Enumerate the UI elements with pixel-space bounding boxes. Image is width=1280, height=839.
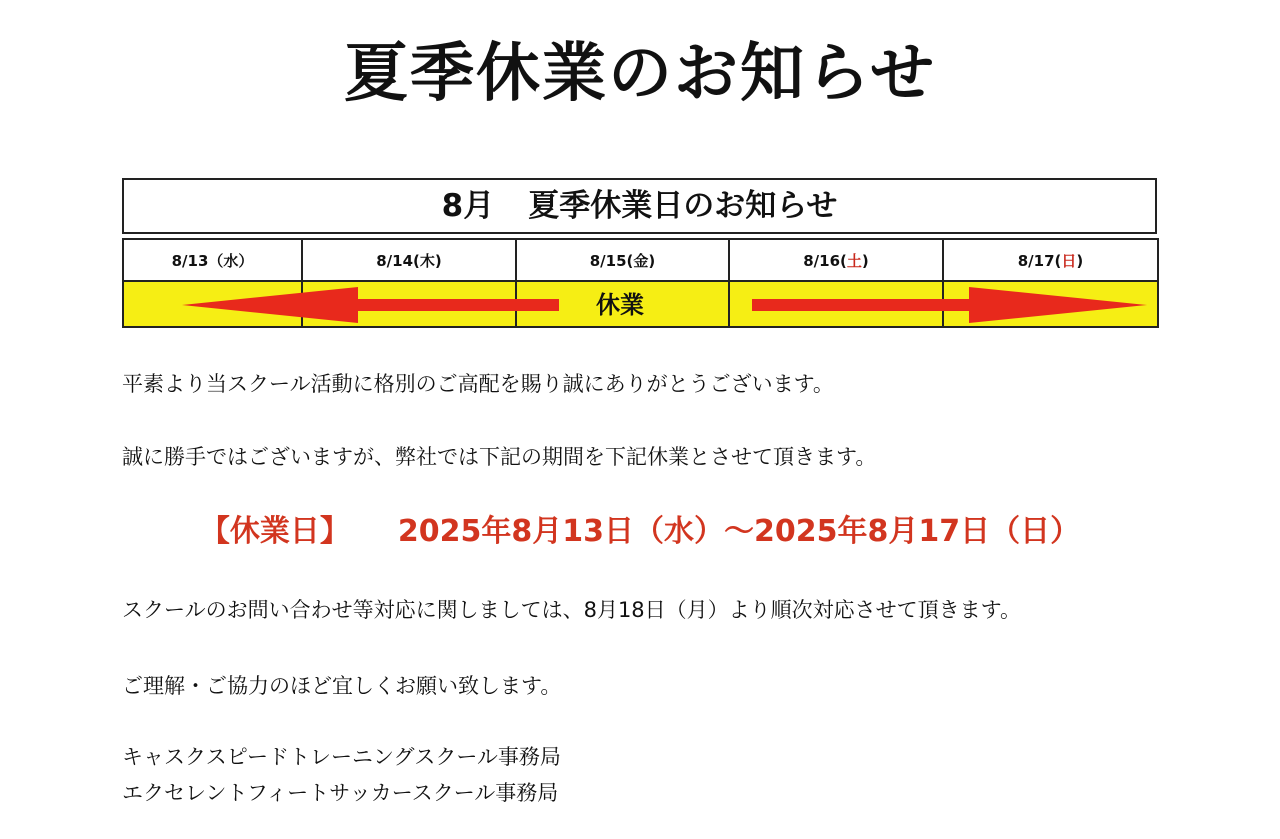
saturday-mark: 土 xyxy=(846,251,862,270)
date-cell-0813: 8/13（水） xyxy=(123,239,302,281)
closure-notice-paragraph: 誠に勝手ではございますが、弊社では下記の期間を下記休業とさせて頂きます。 xyxy=(122,445,877,469)
date-header-row xyxy=(123,239,1158,281)
holiday-range: 2025年8月13日（水）～2025年8月17日（日） xyxy=(397,514,1081,549)
page-title: 夏季休業のお知らせ xyxy=(343,37,937,111)
closed-label: 休業 xyxy=(596,291,644,319)
closed-cell xyxy=(943,281,1158,327)
holiday-period xyxy=(0,511,1280,553)
office-name-1: キャスクスピードトレーニングスクール事務局 xyxy=(122,745,561,769)
date-cell-0816: 8/16(土) xyxy=(729,239,943,281)
holiday-label: 【休業日】 xyxy=(199,514,350,549)
banner-text: 夏季休業日のお知らせ xyxy=(528,188,838,224)
thanks-paragraph: ご理解・ご協力のほど宜しくお願い致します。 xyxy=(122,674,562,698)
inquiry-paragraph: スクールのお問い合わせ等対応に関しましては、8月18日（月）より順次対応させて頂きます。 xyxy=(122,598,1021,622)
sunday-mark: 日 xyxy=(1061,251,1077,270)
closed-cell xyxy=(729,281,943,327)
closed-cell xyxy=(302,281,516,327)
date-cell-0814: 8/14(木) xyxy=(302,239,516,281)
banner-month: 8月 xyxy=(441,188,495,224)
closure-banner xyxy=(122,178,1157,234)
date-cell-0815: 8/15(金) xyxy=(516,239,729,281)
date-cell-0817: 8/17(日) xyxy=(943,239,1158,281)
closed-cell xyxy=(123,281,302,327)
office-name-2: エクセレントフィートサッカースクール事務局 xyxy=(122,781,559,805)
greeting-paragraph: 平素より当スクール活動に格別のご高配を賜り誠にありがとうございます。 xyxy=(122,372,834,396)
